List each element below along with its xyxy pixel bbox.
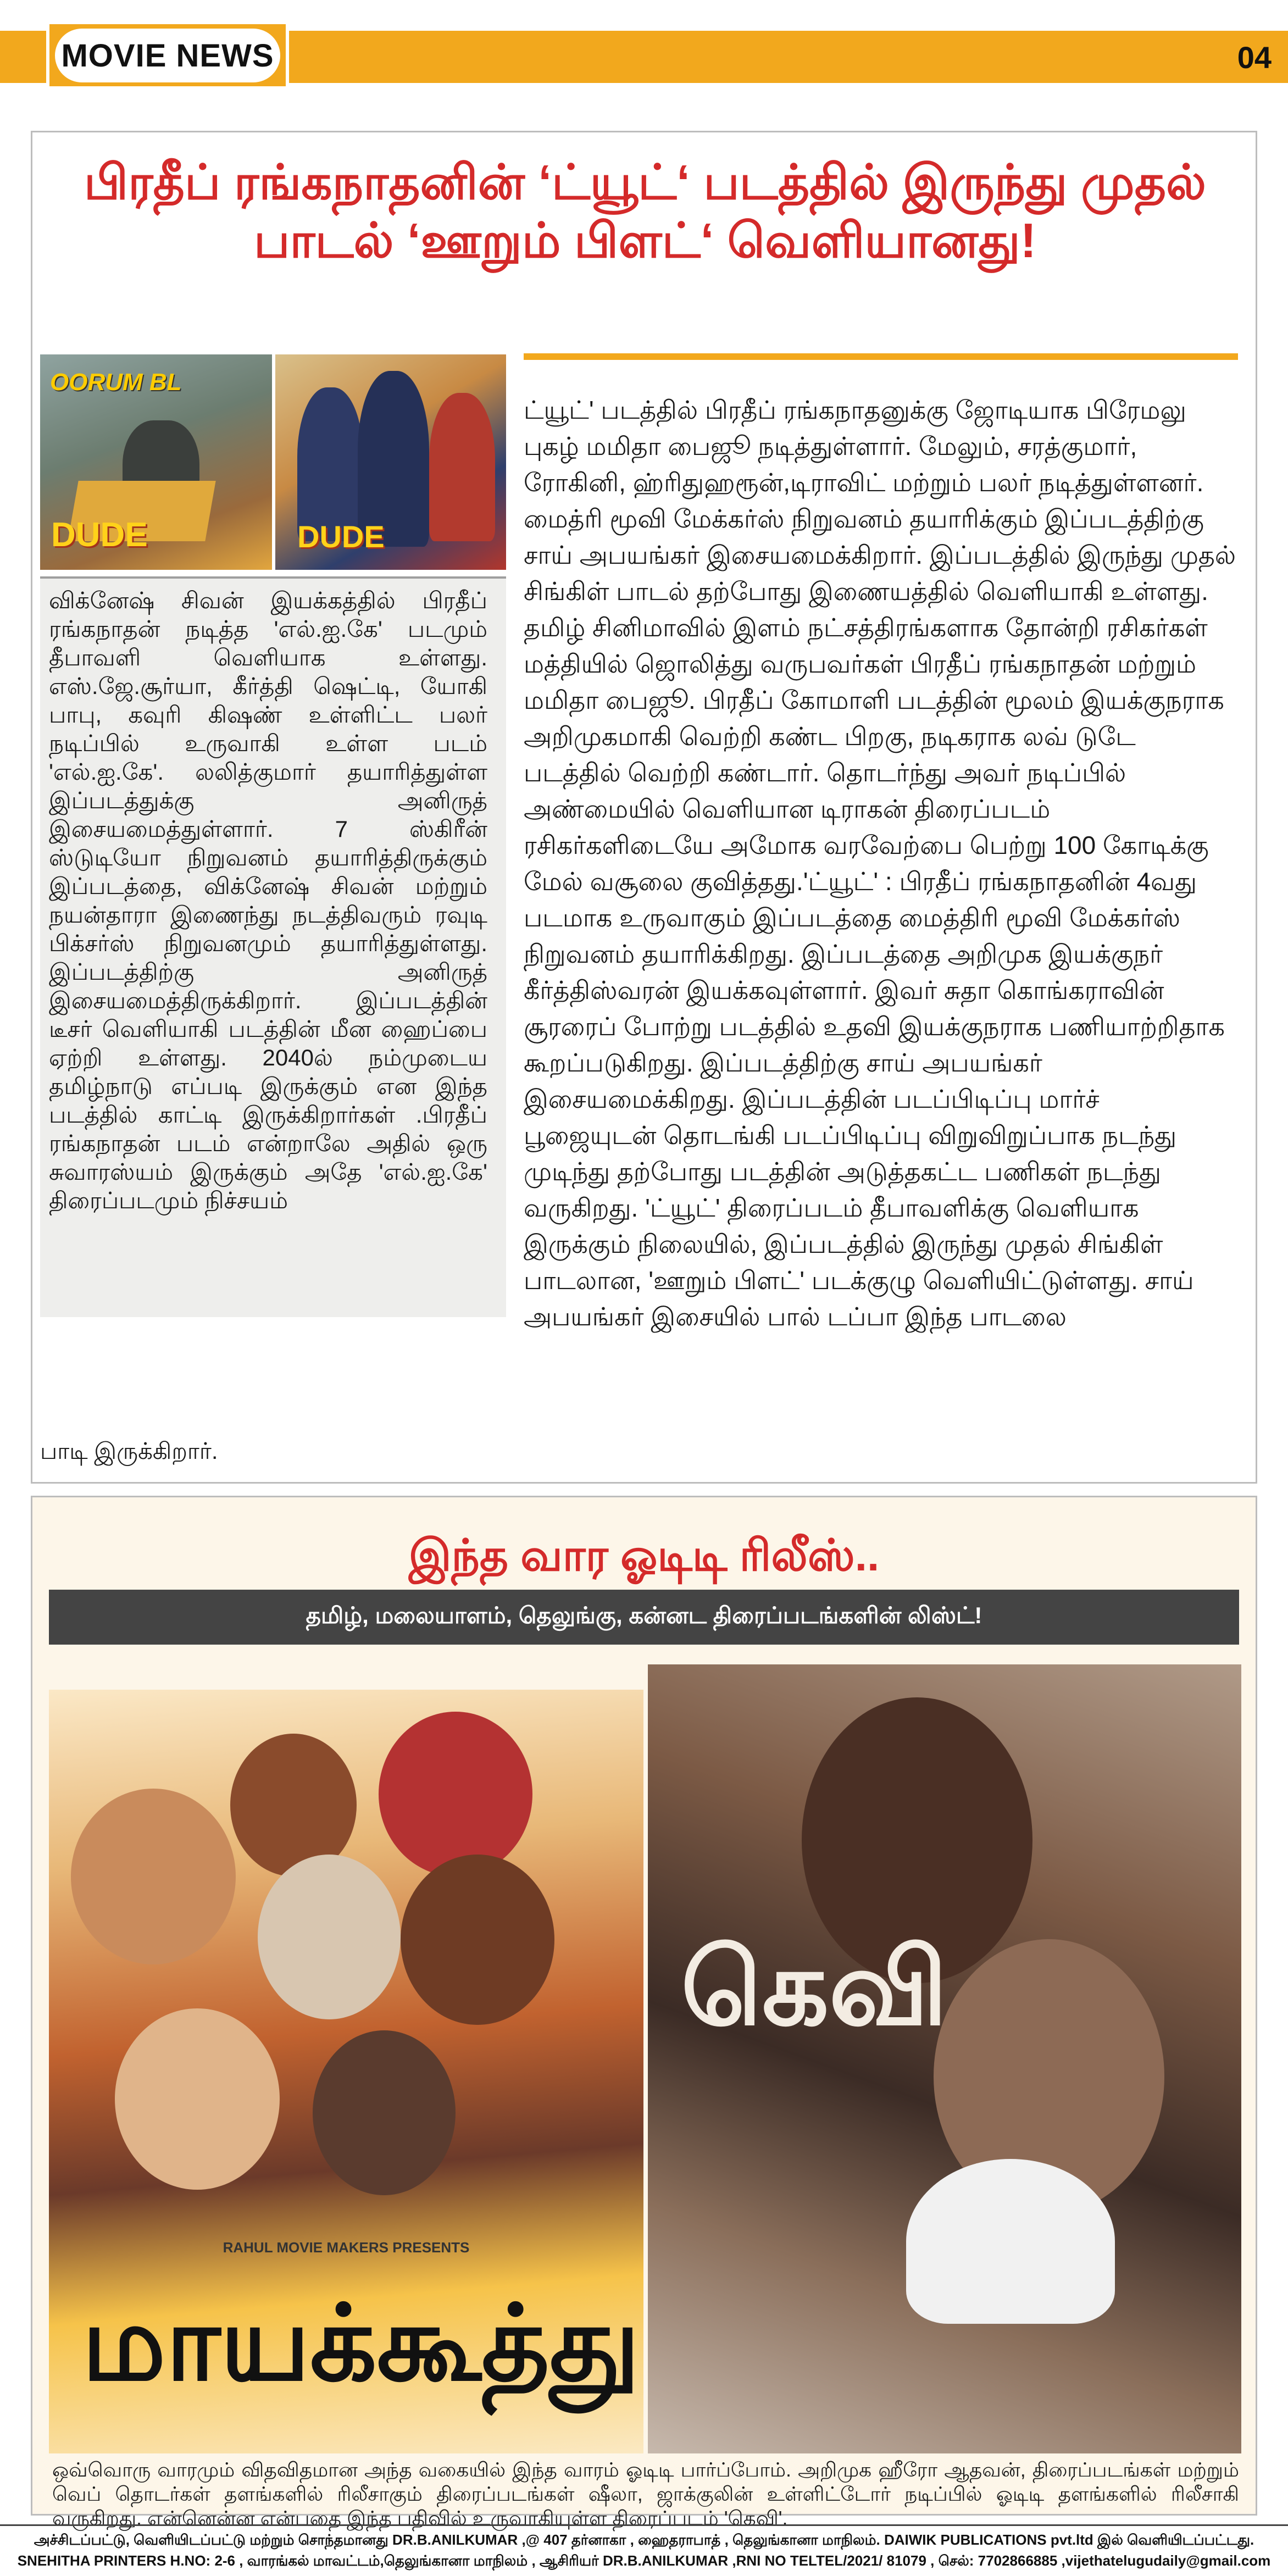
article-photos: [40, 354, 506, 570]
article-ott-releases: [31, 1496, 1257, 2529]
character-face: [379, 1712, 532, 1877]
movie-logo: DUDE: [297, 519, 385, 554]
page-number: 04: [1237, 40, 1272, 75]
article-dude-song: [31, 131, 1257, 1484]
orange-divider: [524, 353, 1238, 360]
poster-credit: RAHUL MOVIE MAKERS PRESENTS: [223, 2239, 470, 2256]
article-caption: ஒவ்வொரு வாரமும் விதவிதமான அந்த வகையில் இந்த வாரம் ஓடிடி பார்ப்போம். அறிமுக ஹீரோ ஆதவன், திரைப்படங்கள் மற்றும் வெப் தொடர்கள் தளங்களில் ரிலீசாகும் திரைப்படங்கள் ஷீலா, ஜாக்குலின் உள்ளிட்டோர் நடிப்பில் ஓடிடி தளங்களில் ரிலீசாகி வருகிறது. என்னென்ன என்பதை இந்த பதிவில் உருவாகியுள்ள திரைப்படம் 'கெவி'.: [52, 2458, 1239, 2529]
character-face: [258, 1855, 401, 2019]
article-subheader: தமிழ், மலையாளம், தெலுங்கு, கன்னட திரைப்படங்களின் லிஸ்ட்!: [49, 1590, 1239, 1645]
sidebar-article-text: விக்னேஷ் சிவன் இயக்கத்தில் பிரதீப் ரங்கநாதன் நடித்த 'எல்.ஐ.கே' படமும் தீபாவளி வெளியாக உள்ளது. எஸ்.ஜே.சூர்யா, கீர்த்தி ஷெட்டி, யோகி பாபு, கவுரி கிஷண் உள்ளிட்ட பலர் நடிப்பில் உருவாகி உள்ள படம் 'எல்.ஐ.கே'. லலித்குமார் தயாரித்துள்ள இப்படத்துக்கு அனிருத் இசையமைத்துள்ளார். 7 ஸ்கிரீன் ஸ்டுடியோ நிறுவனம் தயாரித்திருக்கும் இப்படத்தை, விக்னேஷ் சிவன் மற்றும் நயன்தாரா இணைந்து நடத்திவரும் ரவுடி பிக்சர்ஸ் நிறுவனமும் தயாரித்துள்ளது. இப்படத்திற்கு அனிருத் இசையமைத்திருக்கிறார். இப்படத்தின் டீசர் வெளியாகி படத்தின் மீன ஹைப்பை ஏற்றி உள்ளது. 2040ல் நம்முடைய தமிழ்நாடு எப்படி இருக்கும் என இந்த படத்தில் காட்டி இருக்கிறார்கள் .பிரதீப் ரங்கநாதன் படம் என்றாலே அதில் ஒரு சுவாரஸ்யம் இருக்கும் அதே 'எல்.ஐ.கே' திரைப்படமும் நிச்சயம்: [49, 587, 487, 1213]
poster-title: மாயக்கூத்து: [82, 2285, 640, 2402]
character-face: [115, 2008, 280, 2190]
footer-line-1: அச்சிடப்பட்டு, வெளியிடப்பட்டு மற்றும் சொந்தமானது DR.B.ANILKUMAR ,@ 407 தர்னாகா , ஹைதராபாத் , தெலுங்கானா மாநிலம். DAIWIK PUBLICATIONS pvt.ltd இல் வெளியிடப்பட்டது.: [34, 2531, 1254, 2548]
kevi-poster: [648, 1664, 1241, 2453]
character-face: [71, 1789, 236, 1964]
main-article-text: ட்யூட்' படத்தில் பிரதீப் ரங்கநாதனுக்கு ஜோடியாக பிரேமலு புகழ் மமிதா பைஜூ நடித்துள்ளார். மேலும், சரத்குமார், ரோகினி, ஹ்ரிதுஹரூன்,டிராவிட் மற்றும் பலர் நடித்துள்ளனர். மைத்ரி மூவி மேக்கர்ஸ் நிறுவனம் தயாரிக்கும் இப்படத்திற்கு சாய் அபயங்கர் இசையமைக்கிறார். இப்படத்தில் இருந்து முதல் சிங்கிள் பாடல் தற்போது இணையத்தில் வெளியாகி உள்ளது. தமிழ் சினிமாவில் இளம் நட்சத்திரங்களாக தோன்றி ரசிகர்கள் மத்தியில் ஜொலித்து வருபவர்கள் பிரதீப் ரங்கநாதன் மற்றும் மமிதா பைஜூ. பிரதீப் கோமாளி படத்தின் மூலம் இயக்குநராக அறிமுகமாகி வெற்றி கண்ட பிறகு, நடிகராக லவ் டுடே படத்தில் வெற்றி கண்டார். தொடர்ந்து அவர் நடிப்பில் அண்மையில் வெளியான டிராகன் திரைப்படம் ரசிகர்களிடையே அமோக வரவேற்பை பெற்று 100 கோடிக்கு மேல் வசூலை குவித்தது.'ட்யூட்' : பிரதீப் ரங்கநாதனின் 4வது படமாக உருவாகும் இப்படத்தை மைத்திரி மூவி மேக்கர்ஸ் நிறுவனம் தயாரிக்கிறது. இப்படத்தை அறிமுக இயக்குநர் கீர்த்திஸ்வரன் இயக்கவுள்ளார். இவர் சுதா கொங்கராவின் சூரரைப் போற்று படத்தில் உதவி இயக்குநராக பணியாற்றிதாக கூறப்படுகிறது. இப்படத்திற்கு சாய் அபயங்கர் இசையமைக்கிறது. இப்படத்தின் படப்பிடிப்பு மார்ச் பூஜையுடன் தொடங்கி படப்பிடிப்பு விறுவிறுப்பாக நடந்து முடிந்து தற்போது படத்தின் அடுத்தகட்ட பணிகள் நடந்து வருகிறது. 'ட்யூட்' திரைப்படம் தீபாவளிக்கு வெளியாக இருக்கும் நிலையில், இப்படத்தில் இருந்து முதல் சிங்கிள் பாடலான, 'ஊறும் பிளட்' படக்குழு வெளியிட்டுள்ளது. சாய் அபயங்கர் இசையில் பால் டப்பா இந்த பாடலை: [524, 396, 1236, 1331]
mayakoothu-poster: [49, 1690, 643, 2453]
cast-member-figure: [429, 393, 495, 541]
dude-cast-photo: [275, 354, 506, 570]
cast-member-figure: [297, 387, 363, 541]
footer-line-2: SNEHITHA PRINTERS H.NO: 2-6 , வாரங்கல் மாவட்டம்,தெலுங்கானா மாநிலம் , ஆசிரியர் DR.B.ANILKUMAR ,RNI NO TELTEL/2021/ 81079 , செல்: 7702866885 ,vijethatelugudaily@gmail.com: [17, 2552, 1271, 2569]
page-footer: [0, 2524, 1288, 2576]
poster-tag-text: OORUM BL: [50, 369, 182, 396]
section-label: MOVIE NEWS: [55, 29, 280, 82]
wool-hat: [906, 2159, 1115, 2324]
dude-poster-photo: [40, 354, 272, 570]
sidebar-article-tail: பாடி இருக்கிறார்.: [40, 1438, 218, 1464]
poster-title: கெவி: [681, 1930, 948, 2046]
article-headline: இந்த வார ஓடிடி ரிலீஸ்..: [408, 1531, 880, 1580]
article-headline: பிரதீப் ரங்கநாதனின் ‘ட்யூட்‘ படத்தில் இருந்து முதல் பாடல் ‘ஊறும் பிளட்‘ வெளியானது!: [84, 155, 1207, 268]
movie-logo: DUDE: [51, 516, 148, 554]
character-face: [401, 1855, 554, 2025]
character-face: [313, 2030, 456, 2195]
